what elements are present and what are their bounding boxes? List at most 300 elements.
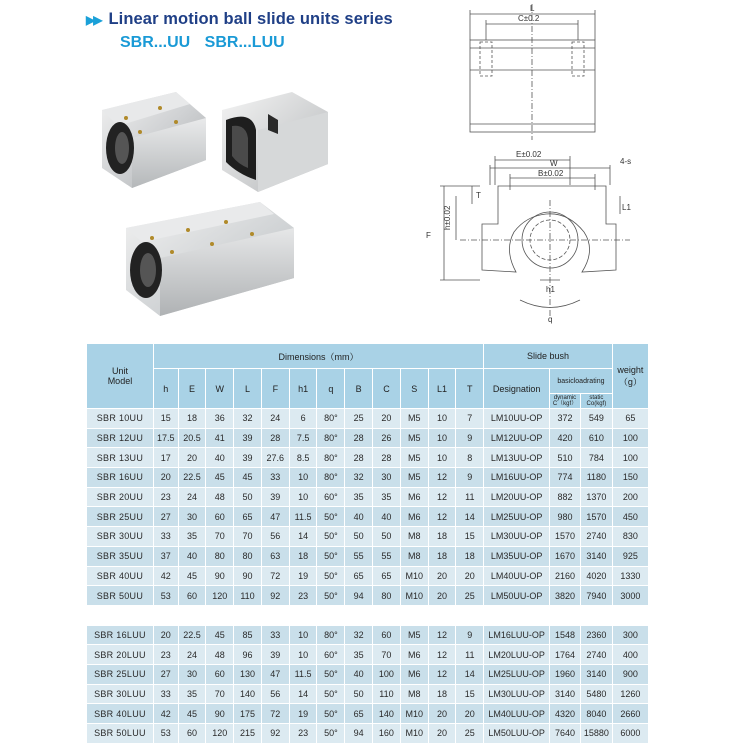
table-cell: 25: [456, 724, 484, 744]
table-cell: 80°: [317, 448, 345, 468]
table-cell: 56: [261, 684, 289, 704]
model-cell: SBR 20UU: [87, 487, 154, 507]
table-cell: 53: [153, 724, 178, 744]
table-cell: 65: [234, 507, 262, 527]
title-text: Linear motion ball slide units series: [108, 10, 393, 28]
label-L1: L1: [622, 203, 631, 212]
model-cell: SBR 25UU: [87, 507, 154, 527]
table-cell: 60: [178, 724, 206, 744]
table-cell: 4020: [580, 566, 612, 586]
table-cell: 20: [178, 448, 206, 468]
table-cell: 33: [261, 625, 289, 645]
label-4s: 4-s: [620, 157, 632, 166]
table-cell: 18: [428, 527, 456, 547]
table-cell: 18: [289, 546, 317, 566]
table-cell: 55: [373, 546, 401, 566]
table-cell: 2360: [580, 625, 612, 645]
table-row: [87, 507, 649, 527]
table-cell: 30: [178, 507, 206, 527]
table-cell: 92: [261, 724, 289, 744]
title-arrows-icon: ▶▶: [86, 13, 101, 27]
weight-header: weight （g）: [612, 344, 648, 409]
table-cell: 32: [345, 468, 373, 488]
table-cell: LM12UU-OP: [484, 428, 550, 448]
table-cell: 50°: [317, 724, 345, 744]
model-cell: SBR 16LUU: [87, 625, 154, 645]
col-L: L: [234, 369, 262, 409]
table-cell: 50°: [317, 566, 345, 586]
table-cell: 50: [345, 527, 373, 547]
table-cell: M10: [400, 704, 428, 724]
table-cell: 80°: [317, 625, 345, 645]
table-cell: 48: [206, 645, 234, 665]
table-cell: 20: [153, 625, 178, 645]
table-cell: 3140: [550, 684, 581, 704]
table-cell: 20: [428, 724, 456, 744]
table-cell: 30: [373, 468, 401, 488]
series-subtitle: SBR...UU SBR...LUU: [120, 34, 285, 51]
table-cell: 80: [206, 546, 234, 566]
table-cell: 23: [289, 586, 317, 606]
table-cell: 90: [206, 566, 234, 586]
table-cell: 80: [234, 546, 262, 566]
table-row: [87, 487, 649, 507]
table-cell: 35: [345, 645, 373, 665]
table-row: [87, 428, 649, 448]
table-cell: 60: [373, 625, 401, 645]
table-cell: 32: [234, 409, 262, 429]
table-cell: LM50LUU-OP: [484, 724, 550, 744]
table-cell: 2160: [550, 566, 581, 586]
table-cell: 27: [153, 507, 178, 527]
table-cell: 35: [178, 527, 206, 547]
table-cell: LM40LUU-OP: [484, 704, 550, 724]
table-cell: 40: [345, 664, 373, 684]
table-cell: 85: [234, 625, 262, 645]
unit-model-header: Unit Model: [87, 344, 154, 409]
table-cell: 90: [206, 704, 234, 724]
table-cell: 92: [261, 586, 289, 606]
model-cell: SBR 50UU: [87, 586, 154, 606]
table-cell: M5: [400, 428, 428, 448]
table-cell: 18: [178, 409, 206, 429]
table-cell: 37: [153, 546, 178, 566]
col-E: E: [178, 369, 206, 409]
table-cell: 39: [234, 448, 262, 468]
table-cell: 7940: [580, 586, 612, 606]
table-cell: LM25UU-OP: [484, 507, 550, 527]
table-cell: 19: [289, 704, 317, 724]
table-cell: 882: [550, 487, 581, 507]
table-cell: 3820: [550, 586, 581, 606]
table-cell: 12: [428, 664, 456, 684]
table-cell: 6000: [612, 724, 648, 744]
table-cell: 830: [612, 527, 648, 547]
col-B: B: [345, 369, 373, 409]
table-cell: 50°: [317, 527, 345, 547]
table-cell: LM16UU-OP: [484, 468, 550, 488]
table-cell: 35: [345, 487, 373, 507]
table-cell: 10: [289, 487, 317, 507]
table-cell: 80°: [317, 468, 345, 488]
table-cell: 10: [289, 645, 317, 665]
table-cell: 20: [153, 468, 178, 488]
table-cell: 50°: [317, 664, 345, 684]
table-cell: 25: [456, 586, 484, 606]
table-cell: 100: [612, 448, 648, 468]
table-cell: 15: [153, 409, 178, 429]
table-cell: M5: [400, 448, 428, 468]
table-cell: 774: [550, 468, 581, 488]
table-cell: LM20LUU-OP: [484, 645, 550, 665]
table-cell: 17: [153, 448, 178, 468]
table-cell: M5: [400, 625, 428, 645]
table-cell: 8: [456, 448, 484, 468]
table-cell: M8: [400, 527, 428, 547]
table-cell: 900: [612, 664, 648, 684]
model-cell: SBR 50LUU: [87, 724, 154, 744]
table-cell: 12: [428, 645, 456, 665]
product-photo-open-block: [98, 88, 210, 198]
technical-drawings: [420, 0, 650, 330]
table-cell: 45: [178, 704, 206, 724]
table-row: [87, 704, 649, 724]
table-cell: 610: [580, 428, 612, 448]
table-cell: 549: [580, 409, 612, 429]
table-cell: 80°: [317, 409, 345, 429]
table-cell: 32: [345, 625, 373, 645]
table-cell: 40: [178, 546, 206, 566]
col-C: C: [373, 369, 401, 409]
table-row: [87, 645, 649, 665]
table-cell: 94: [345, 586, 373, 606]
table-cell: 70: [373, 645, 401, 665]
table-cell: 1570: [580, 507, 612, 527]
table-cell: 23: [153, 645, 178, 665]
table-row: [87, 448, 649, 468]
table-cell: 35: [178, 684, 206, 704]
table-cell: 11: [456, 487, 484, 507]
table-row: [87, 527, 649, 547]
label-C: C±0.2: [518, 14, 540, 23]
table-cell: 15880: [580, 724, 612, 744]
table-cell: 50: [345, 684, 373, 704]
table-cell: 15: [456, 527, 484, 547]
table-cell: 28: [373, 448, 401, 468]
table-cell: LM20UU-OP: [484, 487, 550, 507]
end-view-drawing: [440, 156, 630, 316]
label-q: q: [548, 315, 553, 324]
spec-table-body: [87, 409, 649, 744]
table-cell: 24: [261, 409, 289, 429]
col-T: T: [456, 369, 484, 409]
table-cell: 1330: [612, 566, 648, 586]
table-row: [87, 468, 649, 488]
table-cell: 10: [428, 409, 456, 429]
table-cell: 18: [428, 684, 456, 704]
col-static: static Co(kgf): [580, 394, 612, 409]
table-cell: M5: [400, 409, 428, 429]
table-cell: 45: [178, 566, 206, 586]
page-title: [86, 10, 393, 29]
col-designation: Designation: [484, 369, 550, 409]
table-cell: 65: [345, 704, 373, 724]
table-cell: 27: [153, 664, 178, 684]
table-cell: 9: [456, 428, 484, 448]
table-cell: 80: [373, 586, 401, 606]
table-cell: 9: [456, 468, 484, 488]
table-cell: 1670: [550, 546, 581, 566]
table-cell: 10: [289, 468, 317, 488]
table-cell: 70: [234, 527, 262, 547]
table-cell: 28: [345, 428, 373, 448]
top-view-drawing: [470, 4, 595, 140]
table-cell: 1960: [550, 664, 581, 684]
table-cell: 2660: [612, 704, 648, 724]
table-cell: 14: [289, 684, 317, 704]
table-cell: M10: [400, 586, 428, 606]
table-cell: 1260: [612, 684, 648, 704]
col-h1: h1: [289, 369, 317, 409]
table-cell: LM13UU-OP: [484, 448, 550, 468]
table-cell: 12: [428, 487, 456, 507]
table-cell: 50: [373, 527, 401, 547]
label-E: E±0.02: [516, 150, 542, 159]
table-cell: 60: [206, 507, 234, 527]
col-S: S: [400, 369, 428, 409]
table-cell: 70: [206, 527, 234, 547]
basic-load-rating-header: basicloadrating: [550, 369, 613, 394]
table-cell: 160: [373, 724, 401, 744]
table-cell: 120: [206, 724, 234, 744]
table-cell: M8: [400, 546, 428, 566]
table-cell: 100: [373, 664, 401, 684]
model-cell: SBR 13UU: [87, 448, 154, 468]
table-cell: LM25LUU-OP: [484, 664, 550, 684]
table-cell: 18: [428, 546, 456, 566]
model-cell: SBR 30LUU: [87, 684, 154, 704]
table-cell: 20.5: [178, 428, 206, 448]
label-B: B±0.02: [538, 169, 564, 178]
table-cell: 1764: [550, 645, 581, 665]
table-cell: LM10UU-OP: [484, 409, 550, 429]
table-cell: M6: [400, 507, 428, 527]
table-cell: 140: [373, 704, 401, 724]
table-cell: 80°: [317, 428, 345, 448]
table-cell: 39: [261, 645, 289, 665]
table-separator: [87, 605, 649, 625]
table-cell: 90: [234, 566, 262, 586]
table-row: [87, 586, 649, 606]
model-cell: SBR 40LUU: [87, 704, 154, 724]
table-cell: 400: [612, 645, 648, 665]
table-cell: 23: [289, 724, 317, 744]
table-cell: 48: [206, 487, 234, 507]
table-row: [87, 625, 649, 645]
table-cell: LM16LUU-OP: [484, 625, 550, 645]
table-cell: 10: [428, 428, 456, 448]
label-F: F: [426, 231, 431, 240]
table-cell: 8040: [580, 704, 612, 724]
table-cell: 72: [261, 704, 289, 724]
table-cell: 3140: [580, 664, 612, 684]
col-h: h: [153, 369, 178, 409]
table-cell: 215: [234, 724, 262, 744]
table-cell: 980: [550, 507, 581, 527]
table-row: [87, 724, 649, 744]
table-cell: 65: [373, 566, 401, 586]
table-cell: 14: [456, 507, 484, 527]
table-row: [87, 566, 649, 586]
model-cell: SBR 16UU: [87, 468, 154, 488]
table-cell: 25: [345, 409, 373, 429]
table-cell: 14: [456, 664, 484, 684]
model-cell: SBR 40UU: [87, 566, 154, 586]
table-cell: 18: [456, 546, 484, 566]
table-cell: 42: [153, 566, 178, 586]
table-cell: 40: [373, 507, 401, 527]
table-row: [87, 546, 649, 566]
table-cell: 15: [456, 684, 484, 704]
model-cell: SBR 30UU: [87, 527, 154, 547]
table-cell: 50°: [317, 546, 345, 566]
table-cell: 60: [206, 664, 234, 684]
table-cell: 50°: [317, 704, 345, 724]
table-cell: 20: [456, 566, 484, 586]
table-cell: 45: [234, 468, 262, 488]
table-cell: 19: [289, 566, 317, 586]
product-photo-end-view: [218, 90, 333, 194]
dimensions-header: Dimensions（mm）: [153, 344, 483, 369]
table-cell: LM30LUU-OP: [484, 684, 550, 704]
table-cell: 1570: [550, 527, 581, 547]
table-cell: 4320: [550, 704, 581, 724]
table-cell: 11: [456, 645, 484, 665]
col-dynamic: dynamic C（kgf）: [550, 394, 581, 409]
table-cell: 40: [345, 507, 373, 527]
table-cell: 42: [153, 704, 178, 724]
table-cell: 3140: [580, 546, 612, 566]
table-cell: M6: [400, 487, 428, 507]
label-W: W: [550, 159, 558, 168]
table-cell: 94: [345, 724, 373, 744]
table-cell: 20: [456, 704, 484, 724]
table-cell: 35: [373, 487, 401, 507]
table-cell: 27.6: [261, 448, 289, 468]
table-row: [87, 409, 649, 429]
table-cell: 100: [612, 428, 648, 448]
table-cell: 20: [373, 409, 401, 429]
table-cell: 8.5: [289, 448, 317, 468]
table-cell: 3000: [612, 586, 648, 606]
model-cell: SBR 12UU: [87, 428, 154, 448]
table-cell: 10: [428, 448, 456, 468]
label-h: h±0.02: [443, 205, 452, 230]
table-cell: 50: [234, 487, 262, 507]
table-cell: LM50UU-OP: [484, 586, 550, 606]
table-cell: 50°: [317, 586, 345, 606]
table-cell: 33: [261, 468, 289, 488]
label-h1: h1: [546, 285, 555, 294]
table-cell: 30: [178, 664, 206, 684]
table-cell: 28: [261, 428, 289, 448]
table-cell: 1548: [550, 625, 581, 645]
table-cell: M6: [400, 645, 428, 665]
table-cell: 7.5: [289, 428, 317, 448]
table-cell: 200: [612, 487, 648, 507]
table-cell: 56: [261, 527, 289, 547]
table-cell: 36: [206, 409, 234, 429]
table-cell: 372: [550, 409, 581, 429]
table-cell: 1370: [580, 487, 612, 507]
table-cell: 50°: [317, 684, 345, 704]
table-cell: 150: [612, 468, 648, 488]
table-cell: M5: [400, 468, 428, 488]
table-cell: 7: [456, 409, 484, 429]
label-T: T: [476, 191, 481, 200]
table-cell: 60°: [317, 487, 345, 507]
col-L1: L1: [428, 369, 456, 409]
table-cell: 110: [234, 586, 262, 606]
table-cell: 50°: [317, 507, 345, 527]
table-cell: 60°: [317, 645, 345, 665]
table-cell: 9: [456, 625, 484, 645]
table-cell: 47: [261, 507, 289, 527]
table-cell: 20: [428, 586, 456, 606]
table-cell: 12: [428, 507, 456, 527]
table-cell: 11.5: [289, 664, 317, 684]
model-cell: SBR 25LUU: [87, 664, 154, 684]
table-cell: 130: [234, 664, 262, 684]
table-cell: 22.5: [178, 625, 206, 645]
table-row: [87, 684, 649, 704]
table-cell: 11.5: [289, 507, 317, 527]
table-cell: 24: [178, 645, 206, 665]
table-cell: 26: [373, 428, 401, 448]
table-cell: 450: [612, 507, 648, 527]
table-cell: 20: [428, 704, 456, 724]
table-cell: 17.5: [153, 428, 178, 448]
model-cell: SBR 35UU: [87, 546, 154, 566]
table-cell: 7640: [550, 724, 581, 744]
table-cell: 40: [206, 448, 234, 468]
table-cell: 120: [206, 586, 234, 606]
table-cell: 925: [612, 546, 648, 566]
table-cell: 22.5: [178, 468, 206, 488]
table-cell: 10: [289, 625, 317, 645]
model-cell: SBR 20LUU: [87, 645, 154, 665]
table-row: [87, 664, 649, 684]
table-cell: M6: [400, 664, 428, 684]
col-F: F: [261, 369, 289, 409]
spec-table: [86, 343, 649, 744]
table-cell: 24: [178, 487, 206, 507]
table-cell: 20: [428, 566, 456, 586]
table-cell: 1180: [580, 468, 612, 488]
table-cell: 70: [206, 684, 234, 704]
table-cell: 2740: [580, 527, 612, 547]
table-cell: M8: [400, 684, 428, 704]
table-cell: 45: [206, 625, 234, 645]
table-cell: M10: [400, 724, 428, 744]
table-cell: 41: [206, 428, 234, 448]
table-cell: 55: [345, 546, 373, 566]
table-cell: 33: [153, 684, 178, 704]
table-cell: LM40UU-OP: [484, 566, 550, 586]
table-cell: 63: [261, 546, 289, 566]
table-cell: 47: [261, 664, 289, 684]
col-W: W: [206, 369, 234, 409]
